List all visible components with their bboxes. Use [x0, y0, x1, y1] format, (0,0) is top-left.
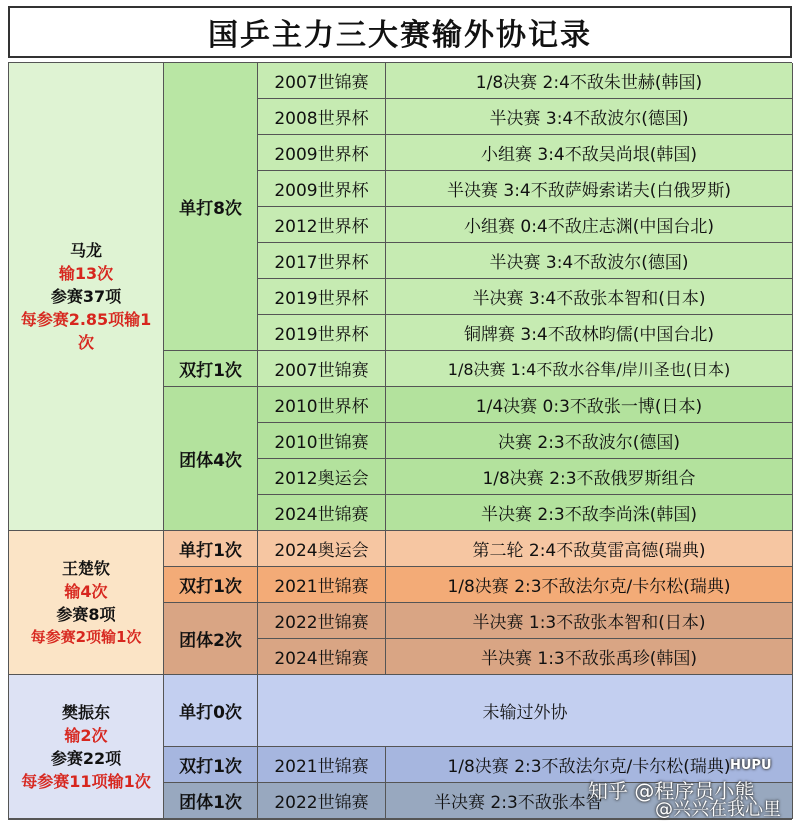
result-cell: 半决赛 1:3不敌张禹珍(韩国) — [386, 639, 793, 675]
page-title: 国乒主力三大赛输外协记录 — [8, 6, 792, 58]
user-watermark: @兴兴在我心里 — [655, 799, 781, 820]
result-cell: 1/8决赛 2:4不敌朱世赫(韩国) — [386, 63, 793, 99]
event-cell: 2021世锦赛 — [258, 747, 386, 783]
player-entries: 参赛22项 — [50, 748, 122, 768]
event-cell: 2024奥运会 — [258, 531, 386, 567]
event-cell: 2007世锦赛 — [258, 351, 386, 387]
result-cell: 第二轮 2:4不敌莫雷高德(瑞典) — [386, 531, 793, 567]
result-cell: 铜牌赛 3:4不敌林昀儒(中国台北) — [386, 315, 793, 351]
category-cell: 单打1次 — [164, 531, 258, 567]
result-cell: 半决赛 3:4不敌波尔(德国) — [386, 99, 793, 135]
player-name: 王楚钦 — [61, 558, 110, 578]
result-cell: 半决赛 1:3不敌张本智和(日本) — [386, 603, 793, 639]
result-cell: 1/8决赛 2:3不敌法尔克/卡尔松(瑞典) — [386, 567, 793, 603]
event-cell: 2024世锦赛 — [258, 495, 386, 531]
result-cell: 决赛 2:3不敌波尔(德国) — [386, 423, 793, 459]
result-cell: 半决赛 2:3不敌李尚洙(韩国) — [386, 495, 793, 531]
player-rate: 每参赛2项输1次 — [30, 627, 142, 646]
records-table — [8, 62, 792, 820]
result-cell: 小组赛 0:4不敌庄志渊(中国台北) — [386, 207, 793, 243]
event-cell: 2017世界杯 — [258, 243, 386, 279]
result-cell: 小组赛 3:4不敌吴尚垠(韩国) — [386, 135, 793, 171]
player-cell-wangchuqin — [9, 531, 164, 675]
event-cell: 2021世锦赛 — [258, 567, 386, 603]
zhihu-watermark: 知乎 @程序员小熊 — [588, 779, 755, 803]
event-cell: 2008世界杯 — [258, 99, 386, 135]
player-entries: 参赛37项 — [50, 287, 122, 306]
result-cell: 1/4决赛 0:3不敌张一博(日本) — [386, 387, 793, 423]
result-cell: 1/8决赛 1:4不敌水谷隼/岸川圣也(日本) — [386, 351, 793, 387]
event-cell: 2012奥运会 — [258, 459, 386, 495]
player-losses: 输2次 — [64, 725, 108, 745]
hupu-watermark: HUPU — [730, 758, 772, 773]
player-losses: 输13次 — [58, 264, 114, 283]
result-cell: 半决赛 2:3不敌张本智 — [386, 783, 793, 819]
event-cell: 2009世界杯 — [258, 171, 386, 207]
category-cell: 双打1次 — [164, 567, 258, 603]
event-cell: 2019世界杯 — [258, 315, 386, 351]
event-cell: 2009世界杯 — [258, 135, 386, 171]
event-cell: 2007世锦赛 — [258, 63, 386, 99]
player-entries: 参赛8项 — [56, 604, 116, 624]
result-cell: 1/8决赛 2:3不敌法尔克/卡尔松(瑞典) — [386, 747, 793, 783]
category-cell: 双打1次 — [164, 351, 258, 387]
player-losses: 输4次 — [64, 581, 108, 601]
category-cell: 双打1次 — [164, 747, 258, 783]
player-rate: 每参赛2.85项输1次 — [20, 310, 152, 352]
event-cell: 2012世界杯 — [258, 207, 386, 243]
category-cell: 团体2次 — [164, 603, 258, 675]
category-cell: 团体4次 — [164, 387, 258, 531]
player-name: 马龙 — [69, 241, 102, 260]
category-cell: 团体1次 — [164, 783, 258, 819]
result-cell: 1/8决赛 2:3不敌俄罗斯组合 — [386, 459, 793, 495]
player-cell-fanzhendong — [9, 675, 164, 819]
event-cell: 2024世锦赛 — [258, 639, 386, 675]
category-cell: 单打8次 — [164, 63, 258, 351]
event-cell: 2010世锦赛 — [258, 423, 386, 459]
event-cell: 2022世锦赛 — [258, 783, 386, 819]
player-cell-malong — [9, 63, 164, 531]
event-cell: 2010世界杯 — [258, 387, 386, 423]
player-rate: 每参赛11项输1次 — [21, 771, 151, 791]
player-name: 樊振东 — [61, 702, 110, 722]
result-cell: 未输过外协 — [258, 675, 793, 747]
category-cell: 单打0次 — [164, 675, 258, 747]
event-cell: 2019世界杯 — [258, 279, 386, 315]
event-cell: 2022世锦赛 — [258, 603, 386, 639]
result-cell: 半决赛 3:4不敌波尔(德国) — [386, 243, 793, 279]
result-cell: 半决赛 3:4不敌萨姆索诺夫(白俄罗斯) — [386, 171, 793, 207]
result-cell: 半决赛 3:4不敌张本智和(日本) — [386, 279, 793, 315]
